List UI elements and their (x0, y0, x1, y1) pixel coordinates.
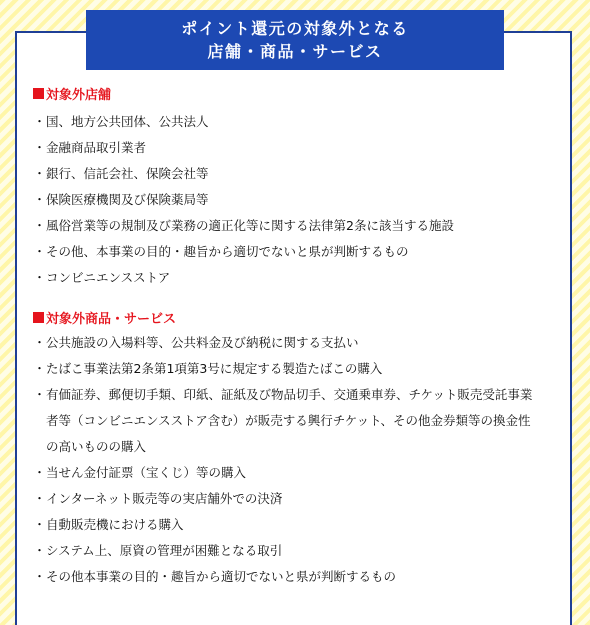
list-item (33, 486, 562, 512)
bullet: ・ (33, 270, 46, 285)
bullet: ・ (33, 491, 46, 506)
bullet: ・ (33, 569, 46, 584)
list-item-text: たばこ事業法第2条第1項第3号に規定する製造たばこの購入 (46, 361, 383, 376)
bullet: ・ (33, 218, 46, 233)
list-item-text: その他、本事業の目的・趣旨から適切でないと県が判断するもの (46, 244, 409, 259)
list-item (33, 538, 562, 564)
list-item (33, 109, 562, 135)
list-item-text: システム上、原資の管理が困難となる取引 (46, 543, 283, 558)
section-excluded-stores (33, 83, 562, 291)
list-item-text: 国、地方公共団体、公共法人 (46, 114, 209, 129)
red-square-icon (33, 312, 44, 323)
bullet: ・ (33, 140, 46, 155)
section-heading (33, 307, 562, 327)
bullet: ・ (33, 335, 46, 350)
list-item-text: インターネット販売等の実店舗外での決済 (46, 491, 283, 506)
bullet: ・ (33, 166, 46, 181)
list-item (33, 213, 562, 239)
section-excluded-products-services (33, 307, 562, 590)
content-panel (15, 31, 572, 625)
list-item (33, 330, 562, 356)
list-item (33, 512, 562, 538)
title-line-1: ポイント還元の対象外となる (181, 19, 409, 38)
bullet: ・ (33, 387, 46, 402)
list-item (33, 265, 562, 291)
bullet: ・ (33, 517, 46, 532)
section-heading (33, 83, 562, 103)
section-heading-text: 対象外商品・サービス (46, 311, 177, 327)
bullet: ・ (33, 465, 46, 480)
list-item-text: 公共施設の入場料等、公共料金及び納税に関する支払い (46, 335, 359, 350)
list-item (33, 460, 562, 486)
bullet: ・ (33, 361, 46, 376)
excluded-stores-list (33, 109, 562, 291)
excluded-products-list (33, 330, 562, 590)
list-item-text: 有価証券、郵便切手類、印紙、証紙及び物品切手、交通乗車券、チケット販売受託事業 者等（コンビニエンスストア含む）が販売する興行チケット、その他金券類等の換金性 の高いものの購入 (46, 387, 533, 454)
list-item-text: 当せん金付証票（宝くじ）等の購入 (46, 465, 247, 480)
red-square-icon (33, 88, 44, 99)
list-item (33, 382, 562, 460)
title-banner (86, 10, 504, 70)
bullet: ・ (33, 543, 46, 558)
list-item (33, 161, 562, 187)
list-item (33, 135, 562, 161)
list-item-text: コンビニエンスストア (46, 270, 171, 285)
section-heading-text: 対象外店舗 (46, 87, 112, 103)
bullet: ・ (33, 114, 46, 129)
list-item-text: 銀行、信託会社、保険会社等 (46, 166, 209, 181)
list-item-text: 保険医療機関及び保険薬局等 (46, 192, 209, 207)
list-item-text: その他本事業の目的・趣旨から適切でないと県が判断するもの (46, 569, 397, 584)
list-item-text: 自動販売機における購入 (46, 517, 184, 532)
title-line-2: 店舗・商品・サービス (207, 42, 383, 61)
list-item (33, 239, 562, 265)
bullet: ・ (33, 244, 46, 259)
bullet: ・ (33, 192, 46, 207)
list-item-text: 風俗営業等の規制及び業務の適正化等に関する法律第2条に該当する施設 (46, 218, 454, 233)
list-item (33, 187, 562, 213)
list-item (33, 356, 562, 382)
list-item (33, 564, 562, 590)
list-item-text: 金融商品取引業者 (46, 140, 147, 155)
